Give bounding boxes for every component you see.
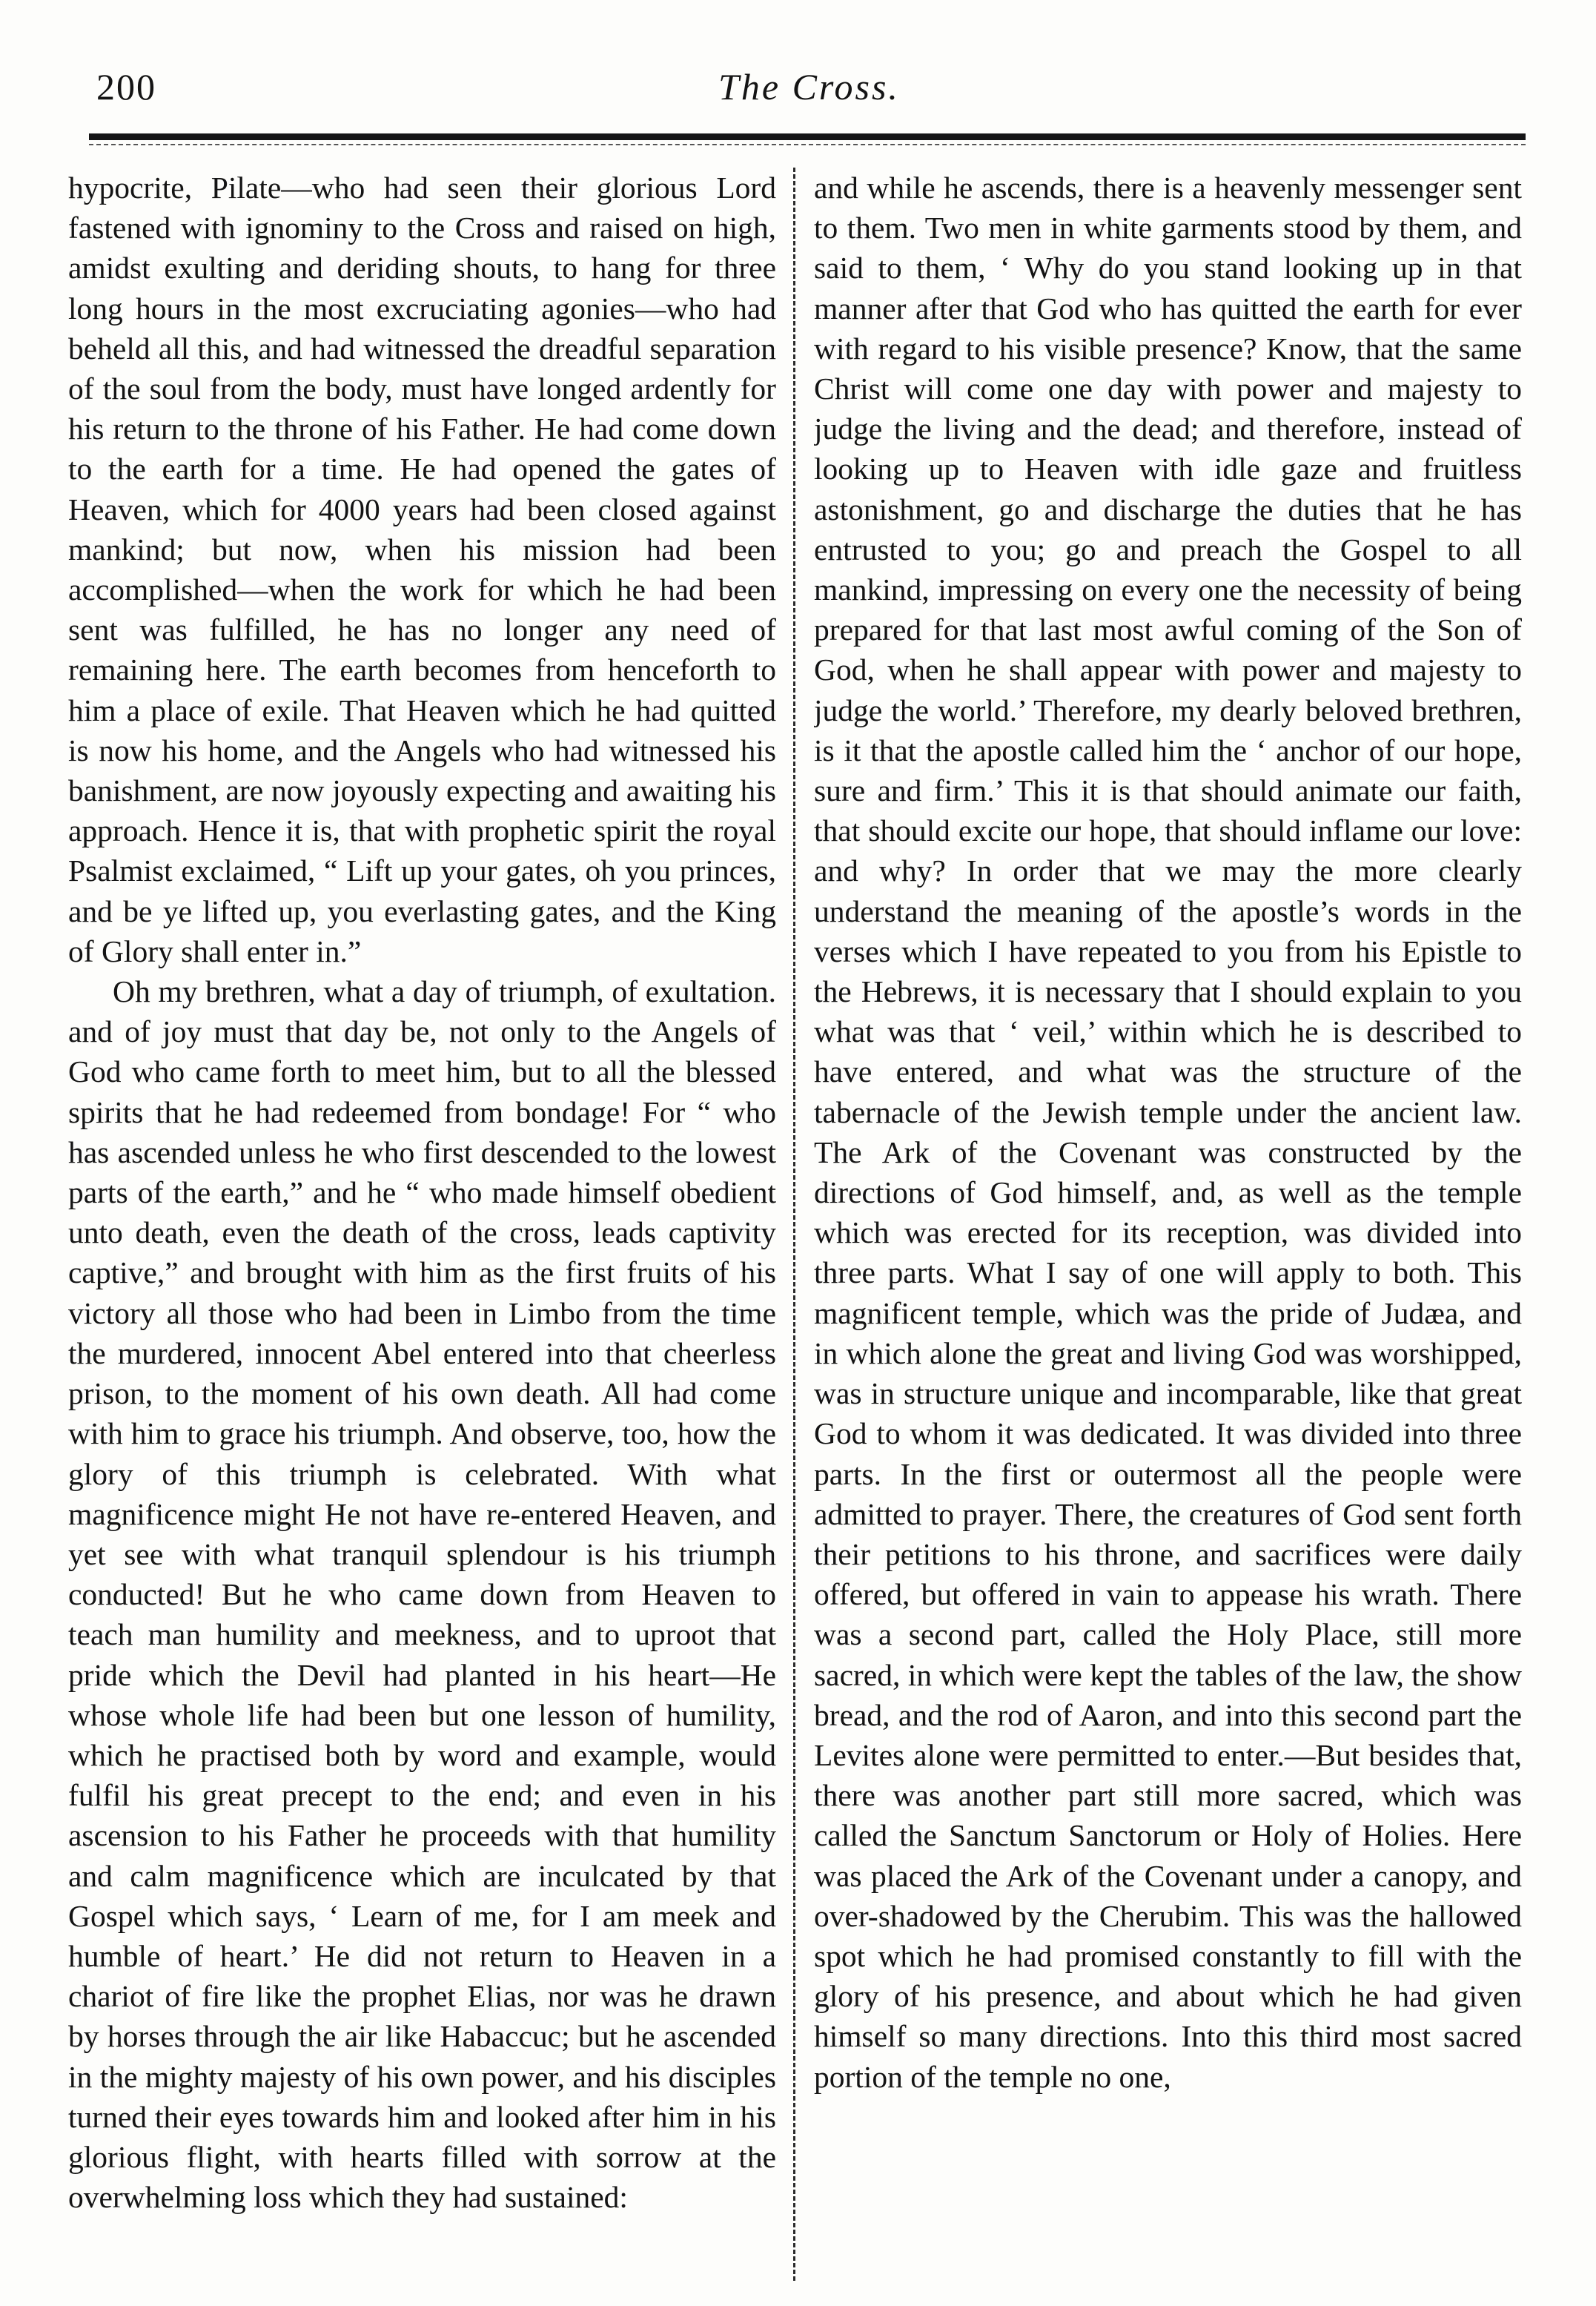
- page-number: 200: [96, 66, 156, 108]
- left-column: [68, 168, 776, 2281]
- header-rule-thick: [89, 133, 1526, 140]
- right-column: [814, 168, 1522, 2281]
- running-title: The Cross.: [718, 66, 900, 108]
- left-paragraph-2: Oh my brethren, what a day of triumph, of exultation. and of joy must that day be, not only to the Angels of God who came forth to meet him, but to all the blessed spirits that he had redeemed from bondage! For “ who has ascended unless he who first descended to the lowest parts of the earth,” and he “ who made himself obedient unto death, even the death of the cross, leads captivity captive,” and brought with him as the first fruits of his victory all those who had been in Limbo from the time the murdered, innocent Abel entered into that cheerless prison, to the moment of his own death. All had come with him to grace his triumph. And observe, too, how the glory of this triumph is celebrated. With what magnificence might He not have re-entered Heaven, and yet see with what tranquil splendour is his triumph conducted! But he who came down from Heaven to teach man humility and meekness, and to uproot that pride which the Devil had planted in his heart—He whose whole life had been but one lesson of humility, which he practised both by word and example, would fulfil his great precept to the end; and even in his ascension to his Father he proceeds with that humility and calm magnificence which are inculcated by that Gospel which says, ‘ Learn of me, for I am meek and humble of heart.’ He did not return to Heaven in a chariot of fire like the prophet Elias, nor was he drawn by horses through the air like Habaccuc; but he ascended in the mighty majesty of his own power, and his disciples turned their eyes towards him and looked after him in his glorious flight, with hearts filled with sorrow at the overwhelming loss which they had sustained:: [68, 974, 776, 2215]
- page-header: [96, 65, 1522, 117]
- left-paragraph-1: hypocrite, Pilate—who had seen their glorious Lord fastened with ignominy to the Cross and raised on high, amidst exulting and deriding shouts, to hang for three long hours in the most excruciating agonies—who had beheld all this, and had witnessed the dreadful separation of the soul from the body, must have longed ardently for his return to the throne of his Father. He had come down to the earth for a time. He had opened the gates of Heaven, which for 4000 years had been closed against mankind; but now, when his mission had been accomplished—when the work for which he had been sent was fulfilled, he has no longer any need of remaining here. The earth becomes from henceforth to him a place of exile. That Heaven which he had quitted is now his home, and the Angels who had witnessed his banishment, are now joyously expecting and awaiting his approach. Hence it is, that with prophetic spirit the royal Psalmist exclaimed, “ Lift up your gates, oh you princes, and be ye lifted up, you everlasting gates, and the King of Glory shall enter in.”: [68, 171, 776, 968]
- right-paragraph-1: and while he ascends, there is a heavenly messenger sent to them. Two men in white garments stood by them, and said to them, ‘ Why do you stand looking up in that manner after that God who has quitted the earth for ever with regard to his visible presence? Know, that the same Christ will come one day with power and majesty to judge the living and the dead; and therefore, instead of looking up to Heaven with idle gaze and fruitless astonishment, go and discharge the duties that he has entrusted to you; go and preach the Gospel to all mankind, impressing on every one the necessity of being prepared for that last most awful coming of the Son of God, when he shall appear with power and majesty to judge the world.’ Therefore, my dearly beloved brethren, is it that the apostle called him the ‘ anchor of our hope, sure and firm.’ This it is that should animate our faith, that should excite our hope, that should inflame our love: and why? In order that we may the more clearly understand the meaning of the apostle’s words in the verses which I have repeated to you from his Epistle to the Hebrews, it is necessary that I should explain to you what was that ‘ veil,’ within which he is described to have entered, and what was the structure of the tabernacle of the Jewish temple under the ancient law. The Ark of the Covenant was constructed by the directions of God himself, and, as well as the temple which was erected for its reception, was divided into three parts. What I say of one will apply to both. This magnificent temple, which was the pride of Judæa, and in which alone the great and living God was worshipped, was in structure unique and incomparable, like that great God to whom it was dedicated. It was divided into three parts. In the first or outermost all the people were admitted to prayer. There, the creatures of God sent forth their petitions to his throne, and sacrifices were daily offered, but offered in vain to appease his wrath. There was a second part, called the Holy Place, still more sacred, in which were kept the tables of the law, the show bread, and the rod of Aaron, and into this second part the Levites alone were permitted to enter.—But besides that, there was another part still more sacred, which was called the Sanctum Sanctorum or Holy of Holies. Here was placed the Ark of the Covenant under a canopy, and over-shadowed by the Cherubim. This was the hallowed spot which he had promised constantly to fill with the glory of his presence, and about which he had given himself so many directions. Into this third most sacred portion of the temple no one,: [814, 171, 1522, 2094]
- header-rule: [89, 133, 1526, 147]
- header-rule-thin: [89, 144, 1526, 147]
- column-divider: [793, 168, 795, 2281]
